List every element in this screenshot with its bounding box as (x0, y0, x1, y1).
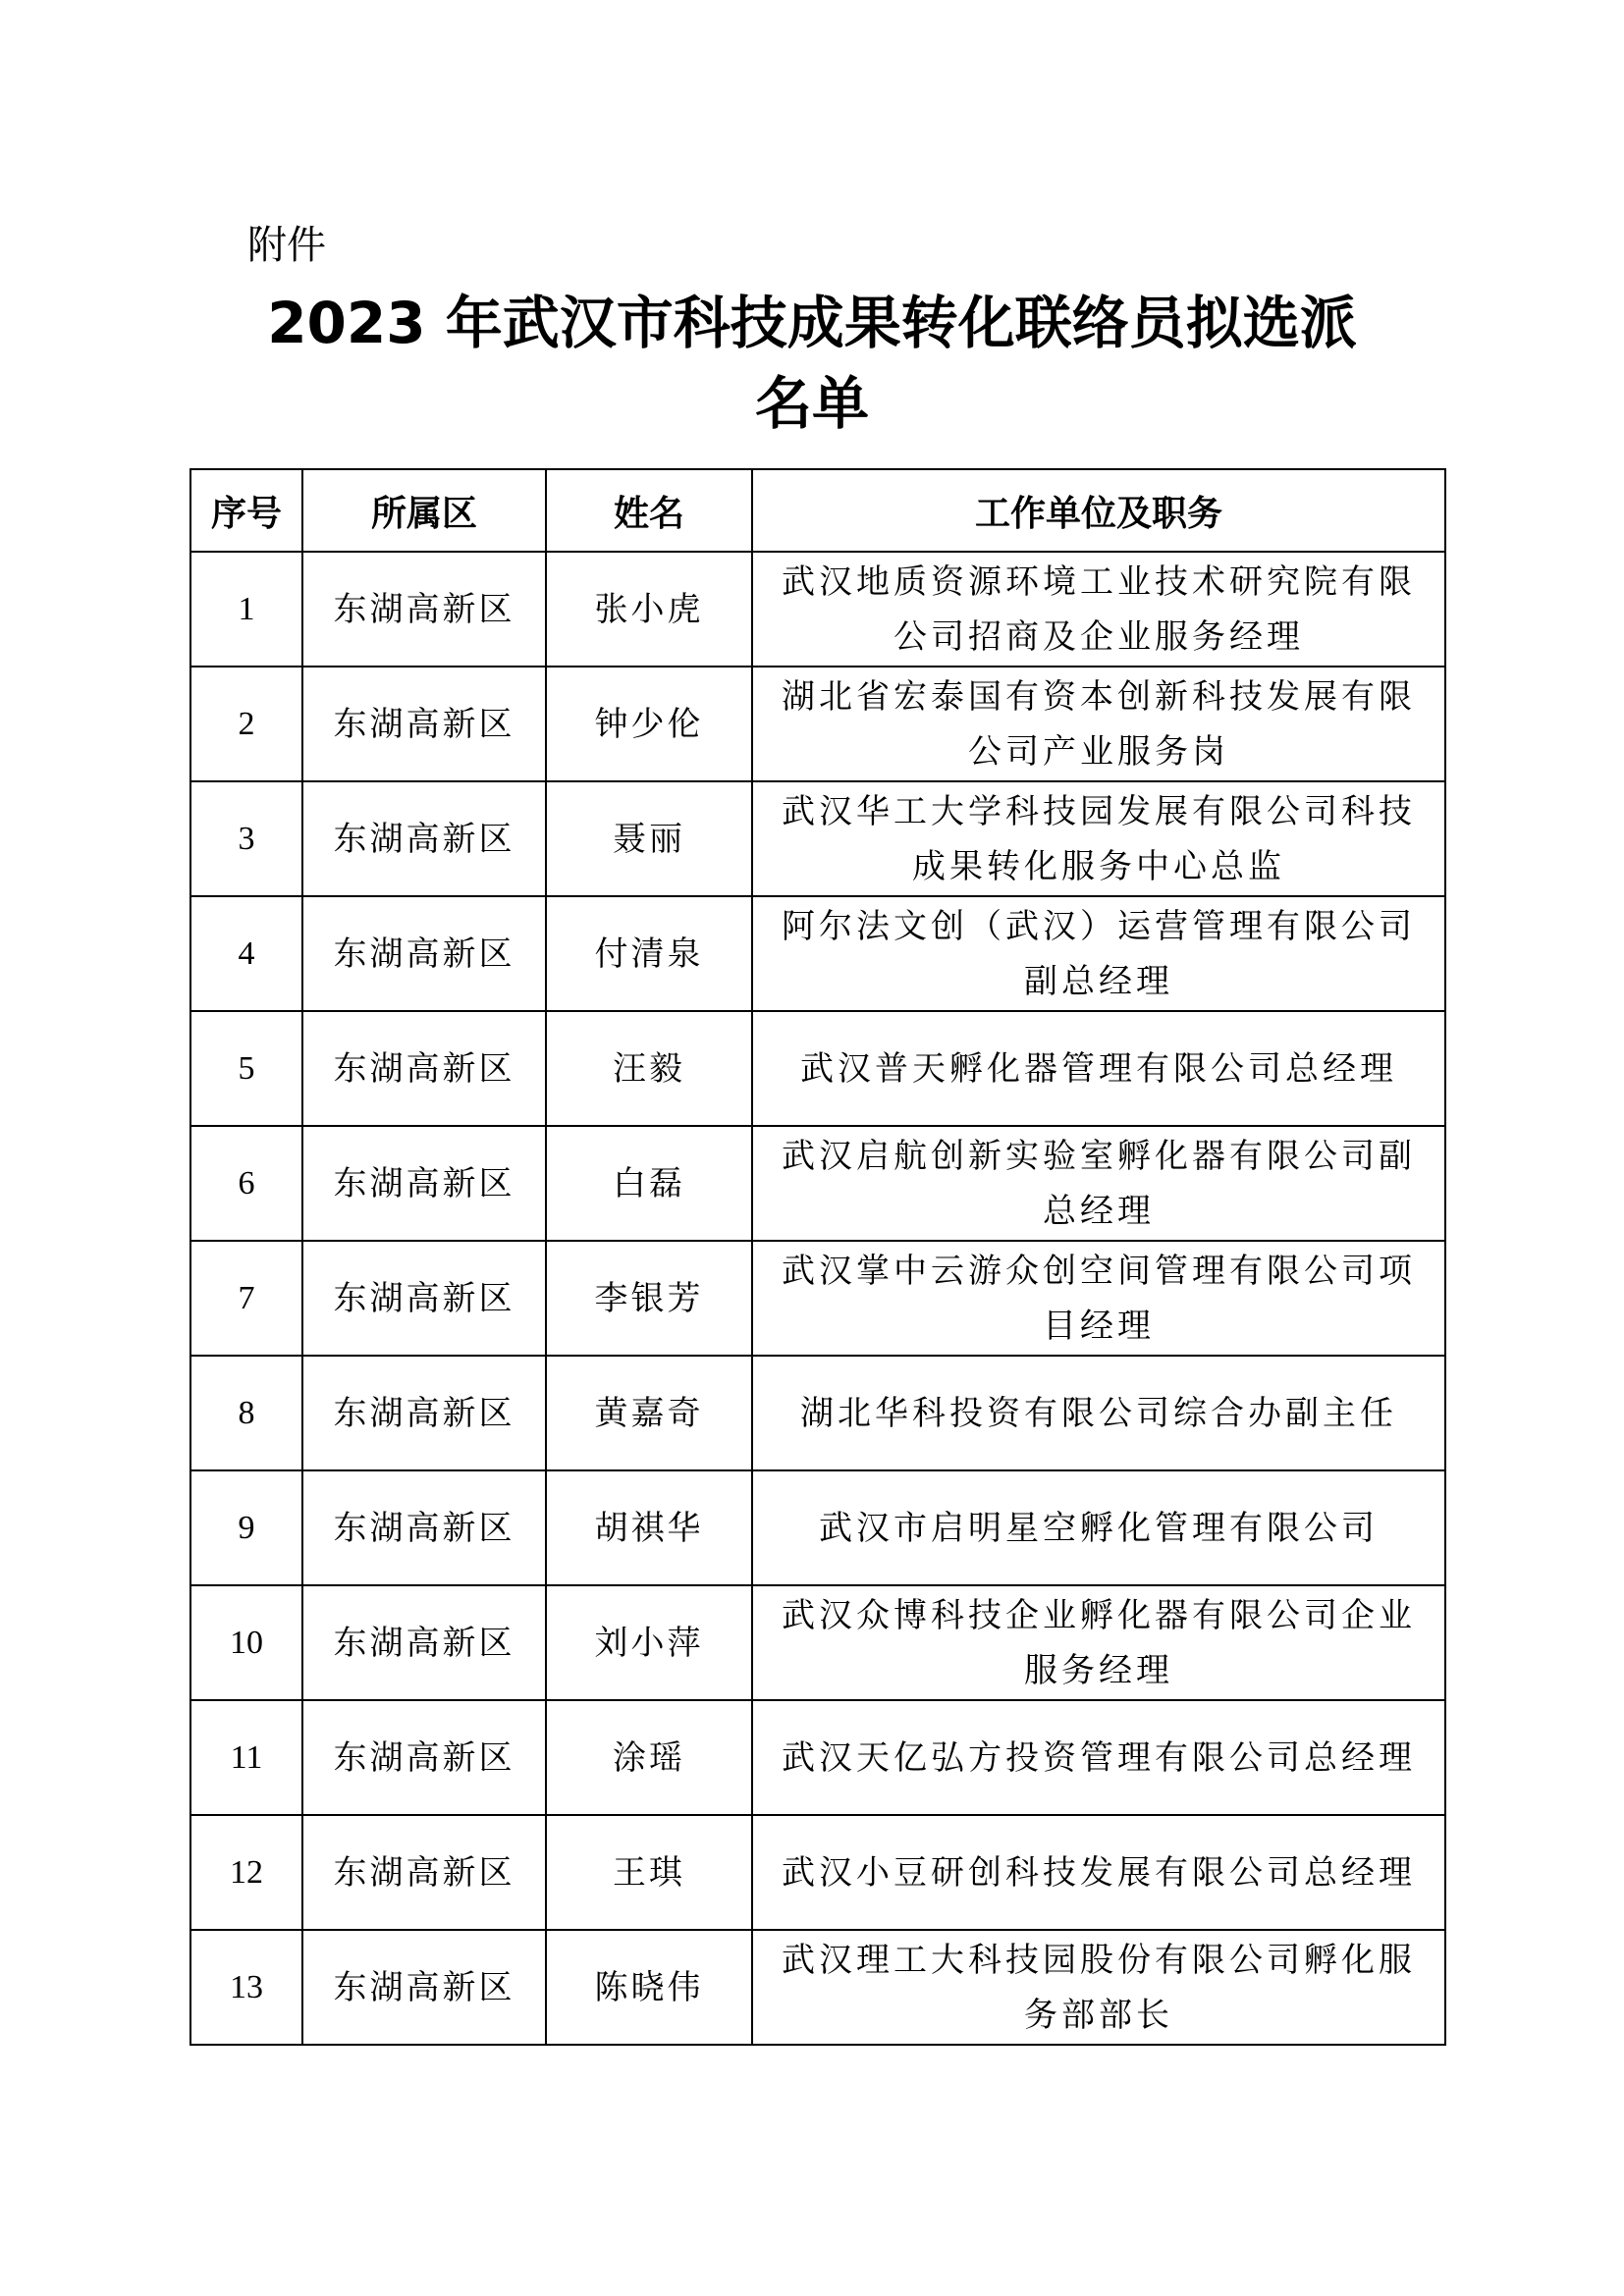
table-row (190, 1930, 1445, 2045)
row-district: 东湖高新区 (302, 667, 546, 781)
row-district: 东湖高新区 (302, 552, 546, 667)
row-unit: 武汉天亿弘方投资管理有限公司总经理 (752, 1700, 1445, 1815)
row-unit: 武汉掌中云游众创空间管理有限公司项目经理 (752, 1241, 1445, 1356)
header-district: 所属区 (302, 469, 546, 552)
document-title (190, 283, 1434, 444)
header-index: 序号 (190, 469, 302, 552)
row-name: 付清泉 (546, 896, 752, 1011)
header-unit-and-position: 工作单位及职务 (752, 469, 1445, 552)
row-district: 东湖高新区 (302, 781, 546, 896)
header-name: 姓名 (546, 469, 752, 552)
row-unit: 武汉启航创新实验室孵化器有限公司副总经理 (752, 1126, 1445, 1241)
row-index: 3 (190, 781, 302, 896)
row-index: 7 (190, 1241, 302, 1356)
row-index: 11 (190, 1700, 302, 1815)
row-name: 汪毅 (546, 1011, 752, 1126)
row-unit: 阿尔法文创（武汉）运营管理有限公司副总经理 (752, 896, 1445, 1011)
table-row (190, 1470, 1445, 1585)
row-district: 东湖高新区 (302, 1011, 546, 1126)
document-title-line-1: 2023 年武汉市科技成果转化联络员拟选派 (267, 290, 1357, 356)
row-unit: 武汉众博科技企业孵化器有限公司企业服务经理 (752, 1585, 1445, 1700)
row-name: 钟少伦 (546, 667, 752, 781)
table-row (190, 1241, 1445, 1356)
row-unit: 武汉普天孵化器管理有限公司总经理 (752, 1011, 1445, 1126)
row-district: 东湖高新区 (302, 896, 546, 1011)
row-index: 6 (190, 1126, 302, 1241)
row-unit: 武汉市启明星空孵化管理有限公司 (752, 1470, 1445, 1585)
row-unit: 武汉理工大科技园股份有限公司孵化服务部部长 (752, 1930, 1445, 2045)
row-name: 黄嘉奇 (546, 1356, 752, 1470)
row-district: 东湖高新区 (302, 1815, 546, 1930)
row-index: 10 (190, 1585, 302, 1700)
table-row (190, 1011, 1445, 1126)
row-name: 李银芳 (546, 1241, 752, 1356)
table-row (190, 1700, 1445, 1815)
row-name: 张小虎 (546, 552, 752, 667)
row-unit: 湖北省宏泰国有资本创新科技发展有限公司产业服务岗 (752, 667, 1445, 781)
liaison-roster-table (189, 468, 1446, 2046)
row-district: 东湖高新区 (302, 1585, 546, 1700)
row-unit: 湖北华科投资有限公司综合办副主任 (752, 1356, 1445, 1470)
row-district: 东湖高新区 (302, 1241, 546, 1356)
table-row (190, 552, 1445, 667)
row-district: 东湖高新区 (302, 1470, 546, 1585)
table-row (190, 1585, 1445, 1700)
row-name: 刘小萍 (546, 1585, 752, 1700)
row-index: 5 (190, 1011, 302, 1126)
row-index: 13 (190, 1930, 302, 2045)
table-row (190, 1815, 1445, 1930)
document-title-line-2: 名单 (754, 370, 869, 437)
row-district: 东湖高新区 (302, 1356, 546, 1470)
attachment-label: 附件 (247, 223, 326, 268)
row-name: 白磊 (546, 1126, 752, 1241)
row-unit: 武汉小豆研创科技发展有限公司总经理 (752, 1815, 1445, 1930)
row-district: 东湖高新区 (302, 1126, 546, 1241)
row-unit: 武汉地质资源环境工业技术研究院有限公司招商及企业服务经理 (752, 552, 1445, 667)
row-index: 1 (190, 552, 302, 667)
row-name: 胡祺华 (546, 1470, 752, 1585)
row-district: 东湖高新区 (302, 1930, 546, 2045)
table-row (190, 896, 1445, 1011)
row-index: 12 (190, 1815, 302, 1930)
row-index: 2 (190, 667, 302, 781)
table-row (190, 1356, 1445, 1470)
row-name: 涂瑶 (546, 1700, 752, 1815)
table-row (190, 1126, 1445, 1241)
row-index: 9 (190, 1470, 302, 1585)
table-row (190, 667, 1445, 781)
row-name: 王琪 (546, 1815, 752, 1930)
table-row (190, 781, 1445, 896)
row-name: 陈晓伟 (546, 1930, 752, 2045)
row-district: 东湖高新区 (302, 1700, 546, 1815)
row-name: 聂丽 (546, 781, 752, 896)
row-index: 4 (190, 896, 302, 1011)
row-unit: 武汉华工大学科技园发展有限公司科技成果转化服务中心总监 (752, 781, 1445, 896)
table-header-row (190, 469, 1445, 552)
row-index: 8 (190, 1356, 302, 1470)
